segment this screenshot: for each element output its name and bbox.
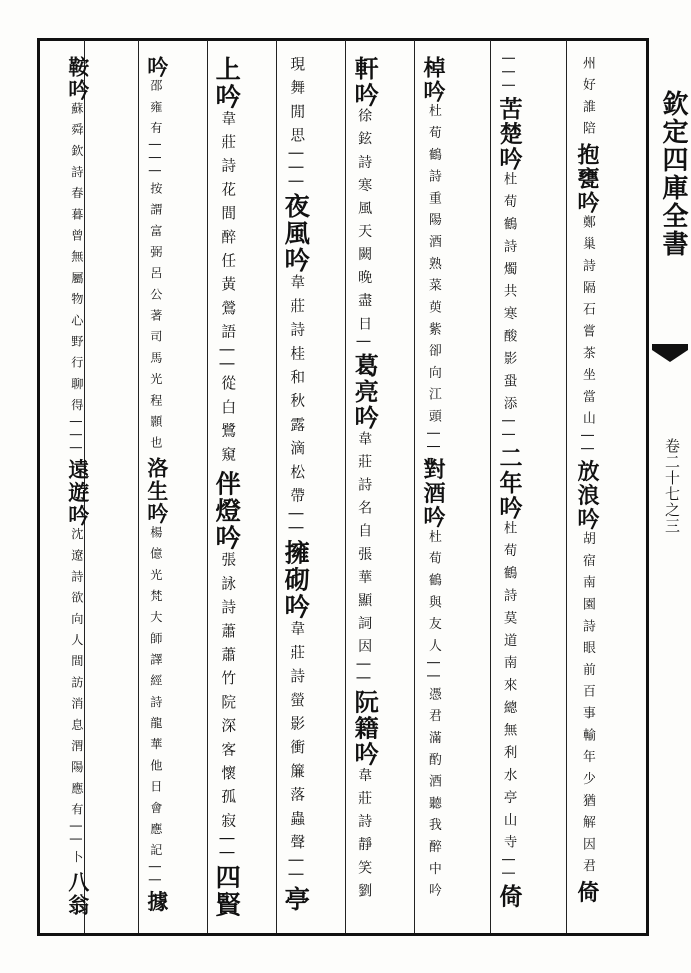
- column-rule: [207, 40, 208, 933]
- entry-heading: 據: [143, 890, 169, 914]
- text-column: [350, 56, 380, 907]
- entry-text: 州好誰陪: [579, 56, 595, 144]
- entry-heading: 放浪吟: [573, 459, 600, 532]
- entry-text: 徐鉉詩寒風天闕晚盡日|: [356, 108, 373, 353]
- text-column: [143, 56, 169, 914]
- entry-text: 邵雍有|||按謂富弼呂公著司馬光程顥也: [148, 78, 163, 458]
- text-column: [212, 56, 243, 919]
- entry-heading: 倚: [495, 884, 523, 910]
- entry-heading: 八翁: [64, 871, 90, 918]
- fishtail-mark-icon: [652, 340, 688, 366]
- entry-heading: 鞍吟: [64, 56, 90, 102]
- entry-heading: 伴燈吟: [212, 470, 243, 552]
- entry-heading: 抱甕吟: [573, 143, 600, 216]
- column-rule: [414, 40, 415, 933]
- entry-text: 蘇舜欽詩春暮曾無屬物心野行聊得|||: [69, 101, 84, 459]
- text-column: [419, 56, 446, 906]
- entry-heading: 苦楚吟: [495, 96, 523, 172]
- column-rule: [345, 40, 346, 933]
- entry-text: 杜荀鶴與友人||憑君滿酌酒聽我醉中吟: [425, 529, 441, 906]
- entry-text: 杜荀鶴詩燭共寒酸影蛩添||: [501, 171, 517, 446]
- entry-text: 韋莊詩螢影衝簾落蟲聲||: [288, 620, 306, 886]
- volume-number: 卷二十七之三: [663, 438, 681, 534]
- column-rule: [490, 40, 491, 933]
- entry-heading: 亭: [281, 885, 312, 913]
- entry-heading: 對酒吟: [419, 457, 446, 530]
- book-title: 欽定四庫全書: [658, 90, 688, 258]
- page-border: [37, 38, 649, 936]
- entry-heading: 軒吟: [350, 56, 380, 109]
- entry-text: 韋莊詩名自張華顯詞因||: [356, 431, 373, 690]
- entry-text: 韋莊詩桂和秋露滴松帶||: [288, 274, 306, 540]
- entry-text: 現舞閒思|||: [288, 56, 306, 193]
- entry-text: 張詠詩蕭蕭竹院深客懷孤寂||: [219, 551, 237, 865]
- entry-heading: 遠遊吟: [64, 458, 90, 528]
- entry-heading: 擁砌吟: [281, 539, 312, 621]
- book-margin: [652, 40, 688, 936]
- entry-heading: 倚: [573, 880, 600, 905]
- entry-text: 沈遼詩欲向人間訪消息渭陽應有||卜: [69, 527, 84, 872]
- entry-heading: 上吟: [212, 56, 243, 111]
- entry-text: 韋莊詩花間醉任黃鶯語||從白鷺窺: [219, 110, 237, 471]
- entry-heading: 吟: [143, 56, 169, 79]
- entry-heading: 阮籍吟: [350, 689, 380, 768]
- entry-text: 杜荀鶴詩莫道南來總無利水亭山寺||: [501, 520, 517, 885]
- entry-text: 胡宿南園詩眼前百事輸年少猶解因君: [579, 531, 595, 881]
- column-rule: [566, 40, 567, 933]
- entry-heading: 洛生吟: [143, 457, 169, 526]
- text-column: [64, 56, 90, 918]
- column-rule: [138, 40, 139, 933]
- entry-text: 韋莊詩靜笑劉: [356, 767, 373, 907]
- entry-heading: 葛亮吟: [350, 352, 380, 432]
- text-column: [281, 56, 312, 913]
- entry-heading: 夜風吟: [281, 192, 312, 275]
- text-column: [495, 56, 523, 910]
- entry-text: 鄭巢詩隔石嘗茶坐當山||: [579, 215, 595, 460]
- entry-text: |||: [501, 56, 517, 97]
- entry-heading: 棹吟: [419, 56, 446, 104]
- entry-heading: 二年吟: [495, 445, 523, 521]
- column-rule: [276, 40, 277, 933]
- entry-text: 楊億光梵大師譯經詩龍華他日會應記||: [148, 525, 163, 891]
- entry-heading: 四賢: [212, 864, 243, 919]
- entry-text: 杜荀鶴詩重陽酒熟菜萸紫卻向江頭||: [425, 103, 441, 458]
- text-column: [573, 56, 600, 905]
